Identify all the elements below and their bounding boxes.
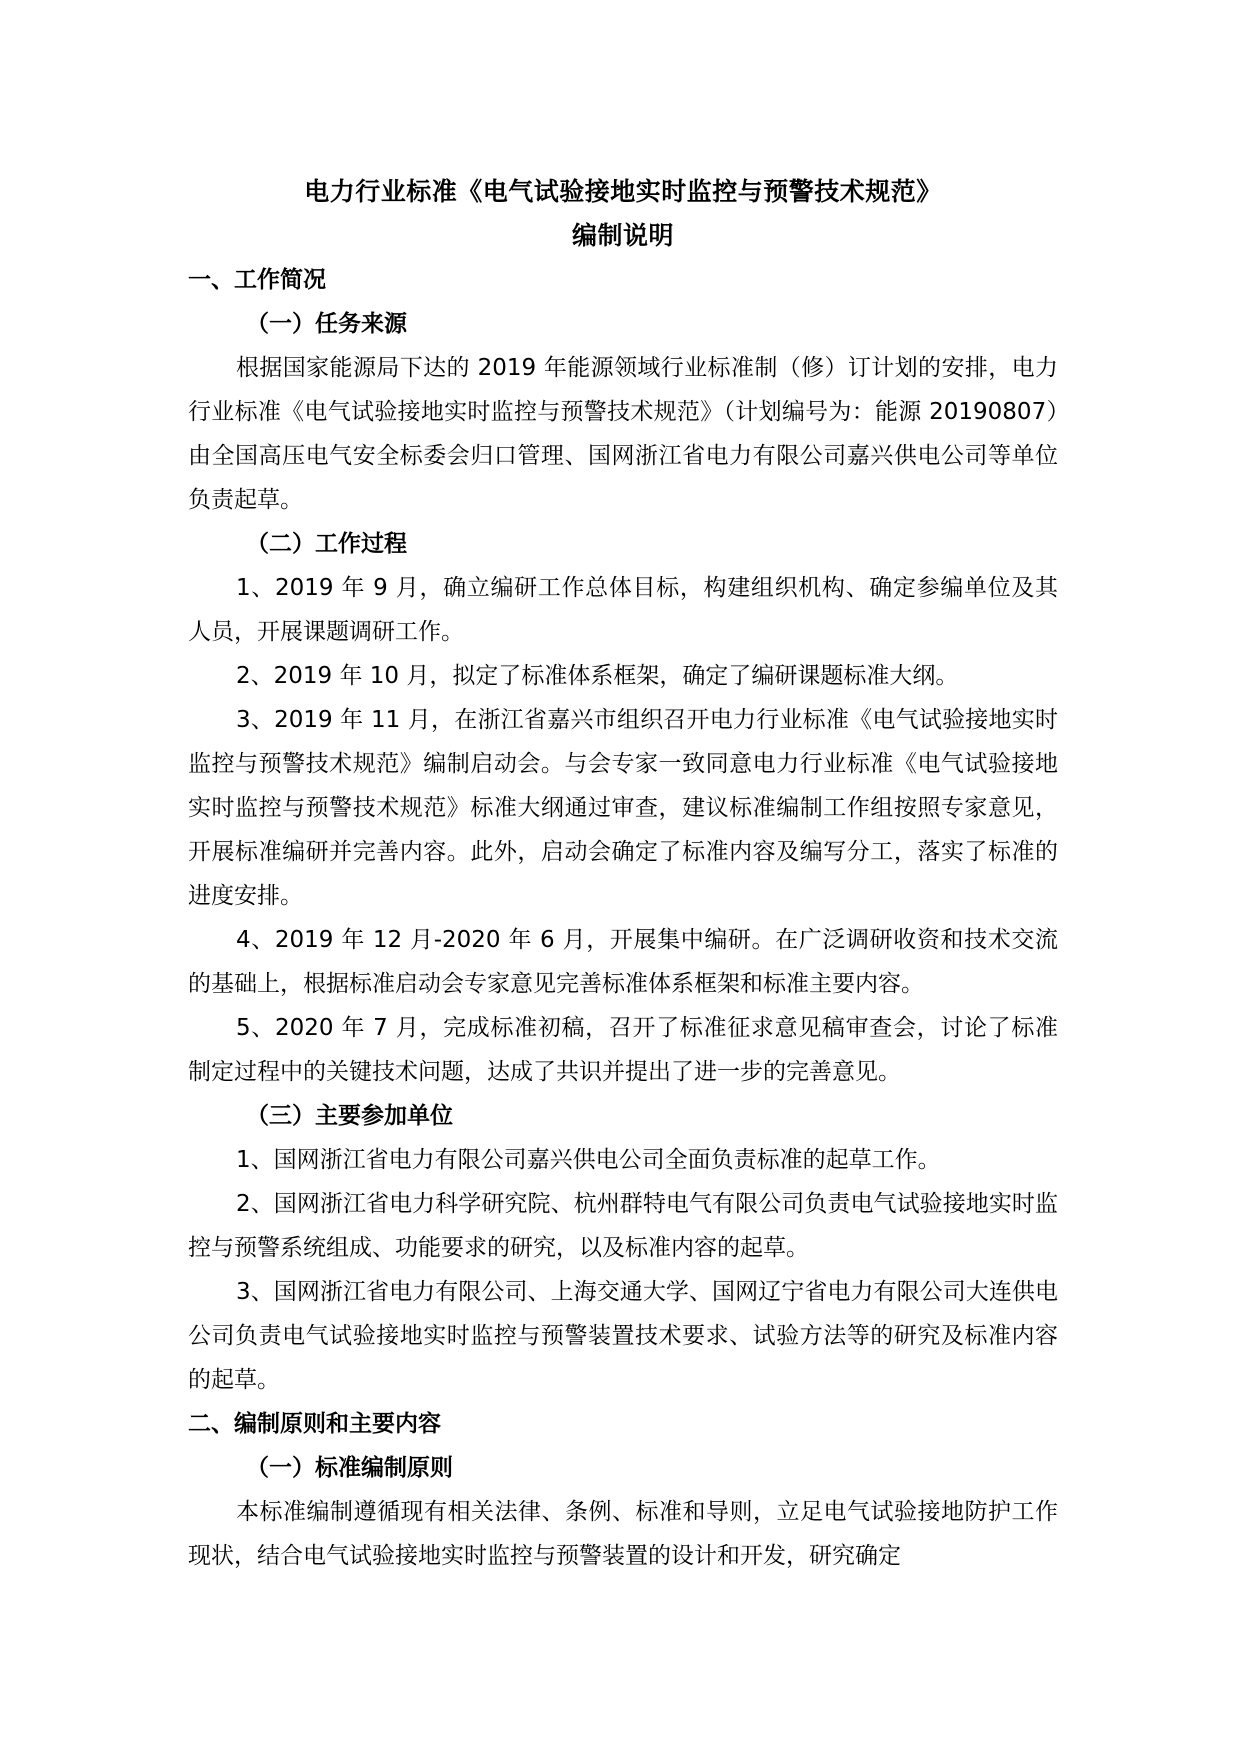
participant-item: 3、国网浙江省电力有限公司、上海交通大学、国网辽宁省电力有限公司大连供电公司负责电气试验接地实时监控与预警装置技术要求、试验方法等的研究及标准内容的起草。 <box>188 1279 1058 1393</box>
document-title-line1: 电力行业标准《电气试验接地实时监控与预警技术规范》 <box>304 177 942 206</box>
section1-heading: 一、工作简况 <box>188 267 326 293</box>
document-title-line2: 编制说明 <box>571 221 674 250</box>
section1-sub1-heading: （一）任务来源 <box>246 311 407 337</box>
section2-heading: 二、编制原则和主要内容 <box>188 1411 441 1437</box>
document-page <box>188 170 1058 1578</box>
participant-item: 1、国网浙江省电力有限公司嘉兴供电公司全面负责标准的起草工作。 <box>236 1147 941 1173</box>
work-process-item: 4、2019 年 12 月-2020 年 6 月，开展集中编研。在广泛调研收资和技术交流的基础上，根据标准启动会专家意见完善标准体系框架和标准主要内容。 <box>188 927 1058 997</box>
section1-sub2-heading: （二）工作过程 <box>246 531 407 557</box>
work-process-item: 2、2019 年 10 月，拟定了标准体系框架，确定了编研课题标准大纲。 <box>236 663 959 689</box>
work-process-item: 3、2019 年 11 月，在浙江省嘉兴市组织召开电力行业标准《电气试验接地实时监控与预警技术规范》编制启动会。与会专家一致同意电力行业标准《电气试验接地实时监控与预警技术规范》标准大纲通过审查，建议标准编制工作组按照专家意见，开展标准编研并完善内容。此外，启动会确定了标准内容及编写分工，落实了标准的进度安排。 <box>188 707 1058 909</box>
work-process-item: 1、2019 年 9 月，确立编研工作总体目标，构建组织机构、确定参编单位及其人员，开展课题调研工作。 <box>188 575 1058 645</box>
task-source-paragraph: 根据国家能源局下达的 2019 年能源领域行业标准制（修）订计划的安排，电力行业标准《电气试验接地实时监控与预警技术规范》（计划编号为：能源 20190807）由全国高压电气安全标委会归口管理、国网浙江省电力有限公司嘉兴供电公司等单位负责起草。 <box>188 355 1058 513</box>
work-process-item: 5、2020 年 7 月，完成标准初稿，召开了标准征求意见稿审查会，讨论了标准制定过程中的关键技术问题，达成了共识并提出了进一步的完善意见。 <box>188 1015 1058 1085</box>
section2-sub1-heading: （一）标准编制原则 <box>246 1455 453 1481</box>
principle-paragraph: 本标准编制遵循现有相关法律、条例、标准和导则，立足电气试验接地防护工作现状，结合电气试验接地实时监控与预警装置的设计和开发，研究确定 <box>188 1499 1058 1569</box>
section1-sub3-heading: （三）主要参加单位 <box>246 1103 453 1129</box>
participant-item: 2、国网浙江省电力科学研究院、杭州群特电气有限公司负责电气试验接地实时监控与预警系统组成、功能要求的研究，以及标准内容的起草。 <box>188 1191 1058 1261</box>
